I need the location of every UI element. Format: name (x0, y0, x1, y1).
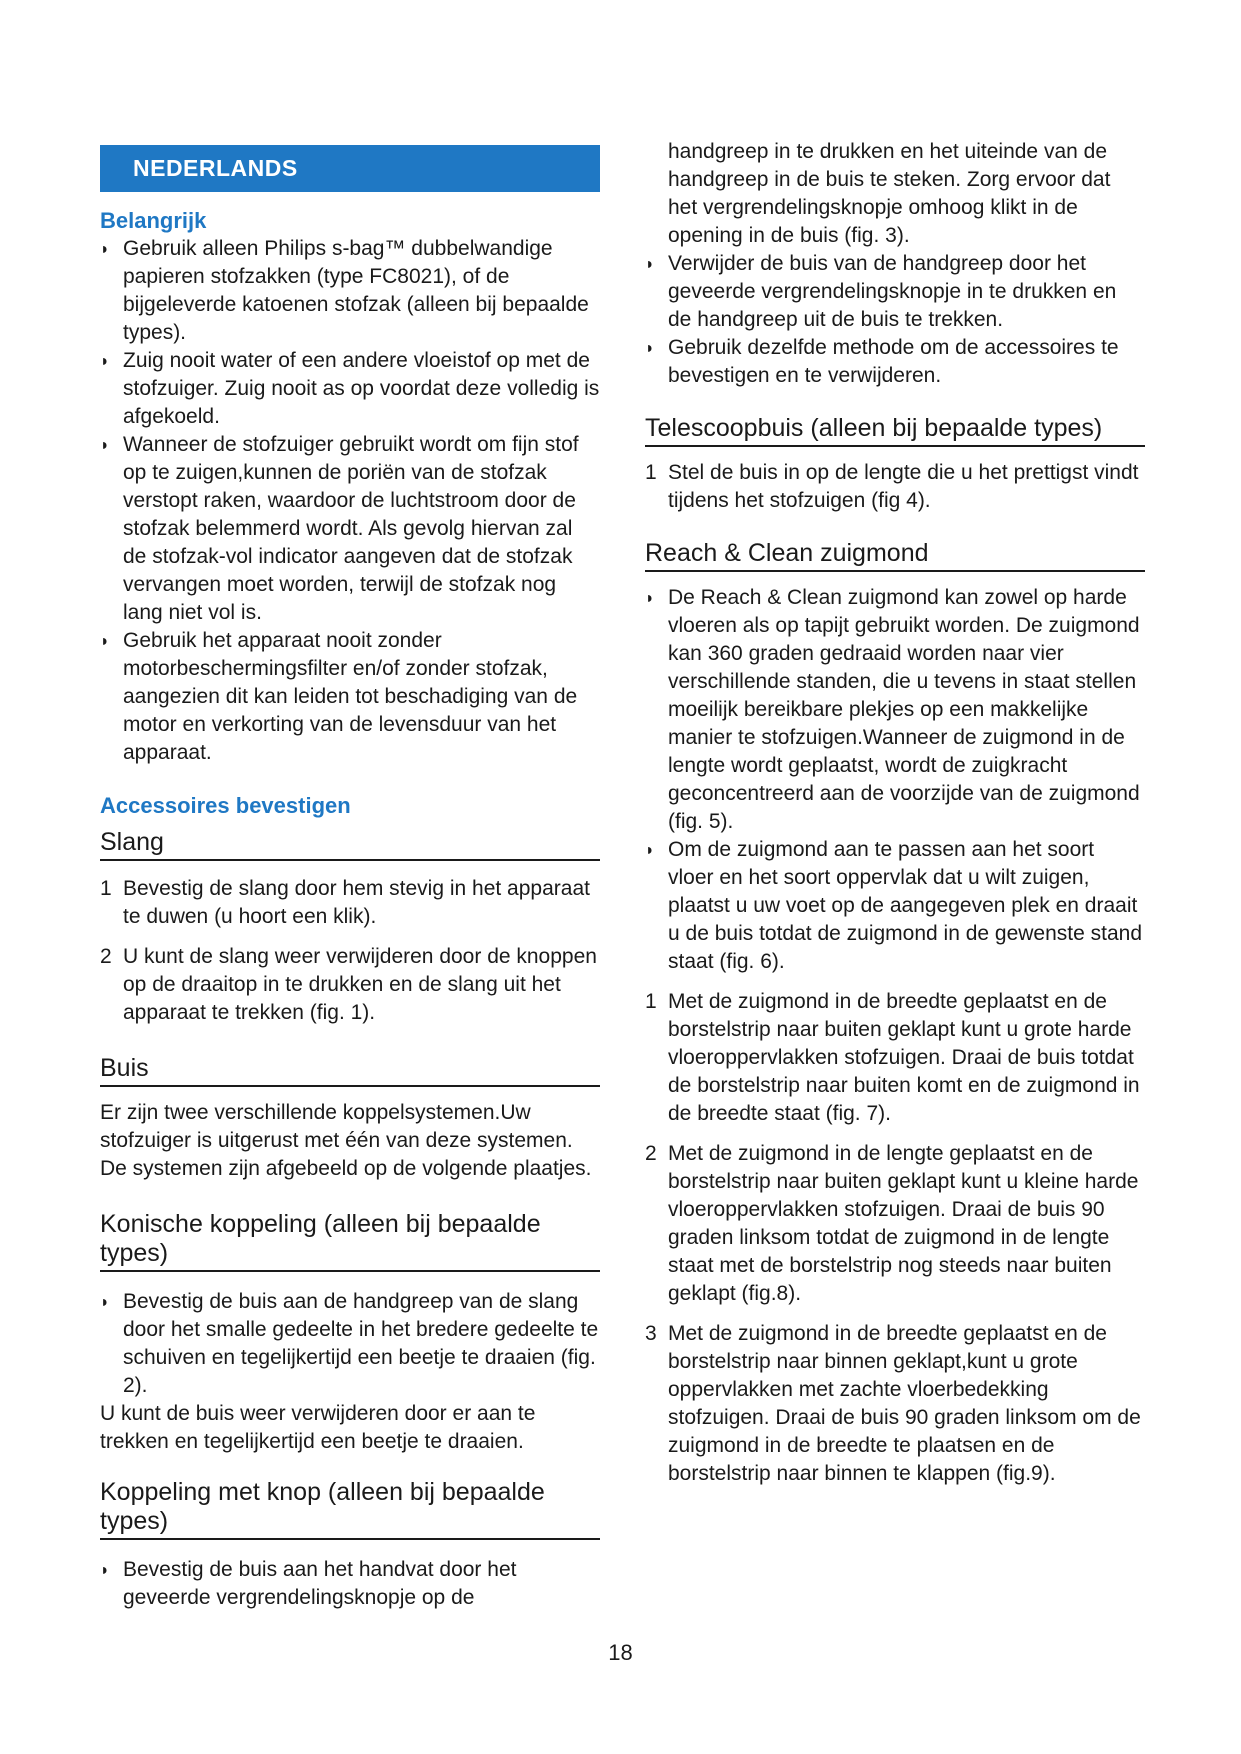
list-item: ◗ Gebruik het apparaat nooit zonder motorbeschermingsfilter en/of zonder stofzak, aangezien dit kan leiden tot beschadiging van de motor en verkorting van de levensduur van het apparaat. (100, 629, 578, 764)
language-bar: NEDERLANDS (100, 145, 600, 192)
belangrijk-heading: Belangrijk (100, 208, 207, 233)
konisch-heading: Konische koppeling (alleen bij bepaalde types) (100, 1210, 600, 1272)
knop-section (100, 1478, 600, 1612)
slang-section (100, 828, 600, 1027)
knop-heading: Koppeling met knop (alleen bij bepaalde types) (100, 1478, 600, 1540)
list-item: ◗ Bevestig de buis aan het handvat door het geveerde vergrendelingsknopje op de (100, 1558, 517, 1609)
page-number: 18 (608, 1640, 633, 1665)
list-item: ◗ Zuig nooit water of een andere vloeistof op met de stofzuiger. Zuig nooit as op voordat deze volledig is afgekoeld. (100, 349, 600, 428)
buis-heading: Buis (100, 1054, 600, 1087)
reach-heading: Reach & Clean zuigmond (645, 539, 1145, 572)
bullet-icon: ◗ (100, 241, 110, 258)
bullet-icon: ◗ (100, 1294, 110, 1311)
belangrijk-section (100, 207, 600, 767)
list-item: 2 Met de zuigmond in de lengte geplaatst en de borstelstrip naar buiten geklapt kunt u kleine harde vloeroppervlakken stofzuigen. Draai de buis 90 graden linksom totdat de zuigmond in de lengte staat met de borstelstrip nog steeds naar buiten geklapt (fig.8). (645, 1142, 1139, 1305)
bullet-icon: ◗ (100, 1562, 110, 1579)
konisch-section (100, 1210, 600, 1456)
list-item: ◗ De Reach & Clean zuigmond kan zowel op harde vloeren als op tapijt gebruikt worden. De zuigmond kan 360 graden gedraaid worden naar vier verschillende standen, die u tevens in staat stellen moeilijk bereikbare plekjes op een makkelijke manier te stofzuigen.Wanneer de zuigmond in de lengte wordt geplaatst, wordt de zuigkracht geconcentreerd aan de voorzijde van de zuigmond (fig. 5). (645, 586, 1140, 833)
konisch-text: U kunt de buis weer verwijderen door er aan te trekken en tegelijkertijd een beetje te draaien. (100, 1402, 536, 1453)
list-item: 2 U kunt de slang weer verwijderen door de knoppen op de draaitop in te drukken en de slang uit het apparaat te trekken (fig. 1). (100, 945, 597, 1024)
bullet-icon: ◗ (100, 353, 110, 370)
list-item: 3 Met de zuigmond in de breedte geplaatst en de borstelstrip naar binnen geklapt,kunt u grote oppervlakken met zachte vloerbedekking stofzuigen. Draai de buis 90 graden linksom om de zuigmond in de breedte te plaatsen en de borstelstrip naar binnen te klappen (fig.9). (645, 1322, 1141, 1485)
reach-section (645, 539, 1145, 1488)
list-item: ◗ Om de zuigmond aan te passen aan het soort vloer en het soort oppervlak dat u wilt zuigen, plaatst u uw voet op de aangegeven plek en draait u de buis totdat de zuigmond in de gewenste stand staat (fig. 6). (645, 838, 1142, 973)
list-item: ◗ Verwijder de buis van de handgreep door het geveerde vergrendelingsknopje in te drukken en de handgreep uit de buis te trekken. (645, 252, 1117, 331)
telescoop-section (645, 414, 1145, 515)
knop-continued (645, 138, 1145, 390)
bullet-icon: ◗ (645, 256, 655, 273)
list-item-continued: handgreep in te drukken en het uiteinde van de handgreep in de buis te steken. Zorg ervoor dat het vergrendelingsknopje omhoog klikt in de opening in de buis (fig. 3). (668, 140, 1111, 247)
list-item: ◗ Bevestig de buis aan de handgreep van de slang door het smalle gedeelte in het bredere gedeelte te schuiven en tegelijkertijd een beetje te draaien (fig. 2). (100, 1290, 599, 1397)
list-item: 1 Met de zuigmond in de breedte geplaatst en de borstelstrip naar buiten geklapt kunt u grote harde vloeroppervlakken stofzuigen. Draai de buis totdat de borstelstrip naar buiten komt en de zuigmond in de breedte staat (fig. 7). (645, 990, 1140, 1125)
list-item: 1 Bevestig de slang door hem stevig in het apparaat te duwen (u hoort een klik). (100, 877, 590, 928)
buis-section (100, 1054, 600, 1183)
bullet-icon: ◗ (100, 437, 110, 454)
list-item: ◗ Wanneer de stofzuiger gebruikt wordt om fijn stof op te zuigen,kunnen de poriën van de stofzak verstopt raken, waardoor de luchtstroom door de stofzak belemmerd wordt. Als gevolg hiervan zal de stofzak-vol indicator aangeven dat de stofzak vervangen moet worden, terwijl de stofzak nog lang niet vol is. (100, 433, 579, 624)
telescoop-heading: Telescoopbuis (alleen bij bepaalde types) (645, 414, 1145, 447)
list-item: 1 Stel de buis in op de lengte die u het prettigst vindt tijdens het stofzuigen (fig 4). (645, 461, 1139, 512)
bullet-icon: ◗ (645, 590, 655, 607)
buis-text: Er zijn twee verschillende koppelsystemen.Uw stofzuiger is uitgerust met één van deze systemen. De systemen zijn afgebeeld op de volgende plaatjes. (100, 1101, 592, 1180)
list-item: ◗ Gebruik dezelfde methode om de accessoires te bevestigen en te verwijderen. (645, 336, 1119, 387)
bullet-icon: ◗ (100, 633, 110, 650)
accessoires-heading: Accessoires bevestigen (100, 793, 351, 818)
list-item: ◗ Gebruik alleen Philips s-bag™ dubbelwandige papieren stofzakken (type FC8021), of de bijgeleverde katoenen stofzak (alleen bij bepaalde types). (100, 237, 589, 344)
accessoires-heading-block (100, 792, 600, 820)
bullet-icon: ◗ (645, 340, 655, 357)
slang-heading: Slang (100, 828, 600, 861)
bullet-icon: ◗ (645, 842, 655, 859)
